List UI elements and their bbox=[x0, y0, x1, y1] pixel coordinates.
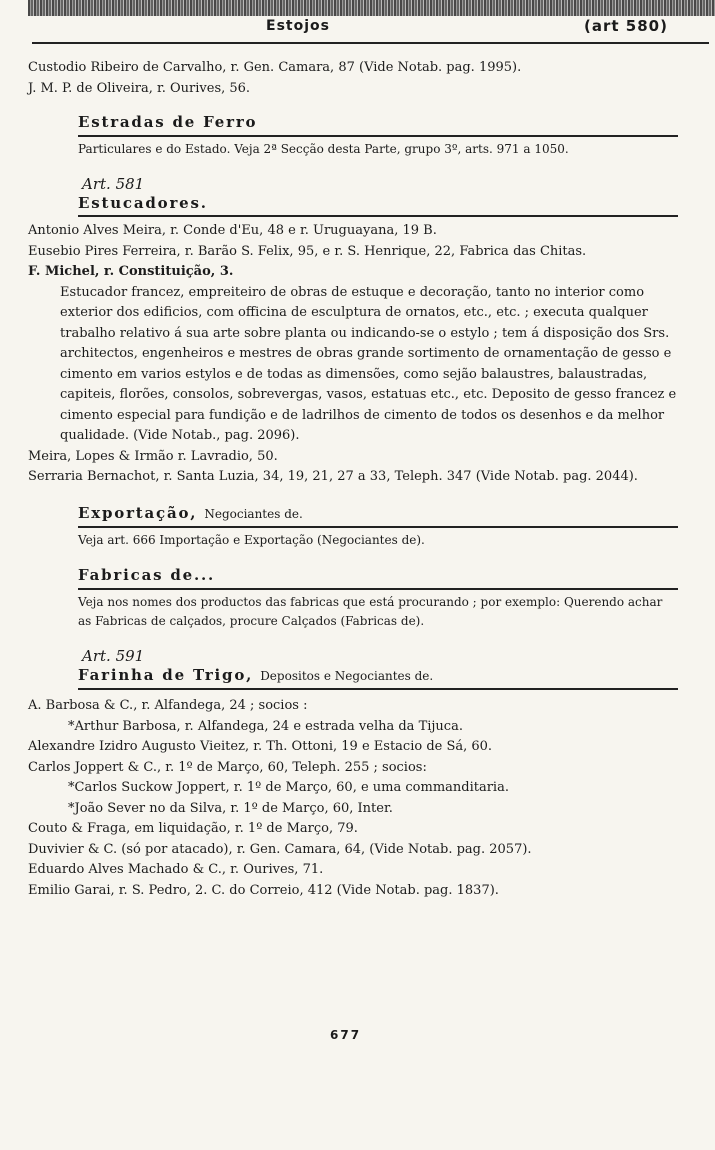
header-rule bbox=[32, 42, 709, 44]
page-number: 677 bbox=[330, 1028, 362, 1042]
running-head-article: (art 580) bbox=[584, 17, 668, 35]
list-item: A. Barbosa & C., r. Alfandega, 24 ; socios : bbox=[28, 698, 308, 713]
running-head-title: Estojos bbox=[266, 18, 330, 34]
article-number: Art. 581 bbox=[82, 174, 145, 193]
section-title: Exportação, Negociantes de. bbox=[78, 503, 678, 529]
list-item: Alexandre Izidro Augusto Vieitez, r. Th. Ottoni, 19 e Estacio de Sá, 60. bbox=[28, 739, 493, 754]
section-title: Estradas de Ferro bbox=[78, 112, 678, 137]
list-item: Eduardo Alves Machado & C., r. Ourives, 71. bbox=[28, 862, 324, 877]
list-item: Carlos Joppert & C., r. 1º de Março, 60, Teleph. 255 ; socios: bbox=[28, 759, 427, 775]
list-item: F. Michel, r. Constituição, 3. bbox=[28, 264, 234, 279]
running-head bbox=[28, 0, 715, 44]
entry-jmp-oliveira: J. M. P. de Oliveira, r. Ourives, 56. bbox=[28, 80, 251, 96]
partner-item: *Arthur Barbosa, r. Alfandega, 24 e estrada velha da Tijuca. bbox=[68, 718, 463, 734]
list-item: Antonio Alves Meira, r. Conde d'Eu, 48 e r. Uruguayana, 19 B. bbox=[28, 223, 437, 238]
section-body: Particulares e do Estado. Veja 2ª Secção desta Parte, grupo 3º, arts. 971 a 1050. bbox=[78, 141, 569, 156]
section-title: Fabricas de... bbox=[78, 565, 678, 590]
section-estucadores bbox=[78, 193, 678, 218]
list-item: Emilio Garai, r. S. Pedro, 2. C. do Correio, 412 (Vide Notab. pag. 1837). bbox=[28, 882, 499, 898]
farinha-list bbox=[28, 696, 678, 901]
page-content bbox=[28, 58, 678, 901]
list-item: Duvivier & C. (só por atacado), r. Gen. Camara, 64, (Vide Notab. pag. 2057). bbox=[28, 841, 532, 857]
section-title: Estucadores. bbox=[78, 193, 678, 218]
entry-detail: Estucador francez, empreiteiro de obras de estuque e decoração, tanto no interior como exterior dos edificios, com officina de esculptura de ornatos, etc., etc. ; executa qualquer trabalho relativo á sua arte sobre planta ou indicando-se o estylo ; tem á disposição dos Srs. architectos, engenheiros e mestres de obras grande sortimento de ornamentação de gesso e cimento em varios estylos e de todas as dimensões, como sejão balaustres, balaustradas, capiteis, florões, consolos, sobrevergas, vasos, estatuas etc., etc. Deposito de gesso francez e cimento especial para fundição e de ladrilhos de cimento de todos os desenhos e da melhor qualidade. (Vide Notab., pag. 2096). bbox=[60, 284, 677, 443]
section-body: Veja art. 666 Importação e Exportação (Negociantes de). bbox=[78, 533, 425, 547]
list-item: Eusebio Pires Ferreira, r. Barão S. Felix, 95, e r. S. Henrique, 22, Fabrica das Chitas. bbox=[28, 243, 587, 259]
entry-custodio: Custodio Ribeiro de Carvalho, r. Gen. Camara, 87 (Vide Notab. pag. 1995). bbox=[28, 60, 522, 75]
list-item: Meira, Lopes & Irmão r. Lavradio, 50. bbox=[28, 448, 278, 464]
article-number: Art. 591 bbox=[82, 646, 145, 665]
section-body: Veja nos nomes dos productos das fabricas que está procurando ; por exemplo: Querendo achar as Fabricas de calçados, procure Calçados (Fabricas de). bbox=[78, 594, 663, 628]
partner-item: *João Sever no da Silva, r. 1º de Março, 60, Inter. bbox=[68, 800, 393, 816]
section-estradas-de-ferro bbox=[78, 112, 678, 159]
section-fabricas bbox=[78, 565, 678, 631]
header-texture bbox=[28, 0, 715, 16]
list-item: Couto & Fraga, em liquidação, r. 1º de Março, 79. bbox=[28, 821, 358, 836]
section-exportacao bbox=[78, 503, 678, 551]
list-item: Serraria Bernachot, r. Santa Luzia, 34, 19, 21, 27 a 33, Teleph. 347 (Vide Notab. pag. 2044). bbox=[28, 469, 638, 484]
section-farinha-de-trigo bbox=[78, 665, 678, 691]
estucadores-list bbox=[28, 221, 678, 488]
partner-item: *Carlos Suckow Joppert, r. 1º de Março, 60, e uma commanditaria. bbox=[68, 780, 509, 795]
section-title: Farinha de Trigo, Depositos e Negociantes de. bbox=[78, 665, 678, 691]
